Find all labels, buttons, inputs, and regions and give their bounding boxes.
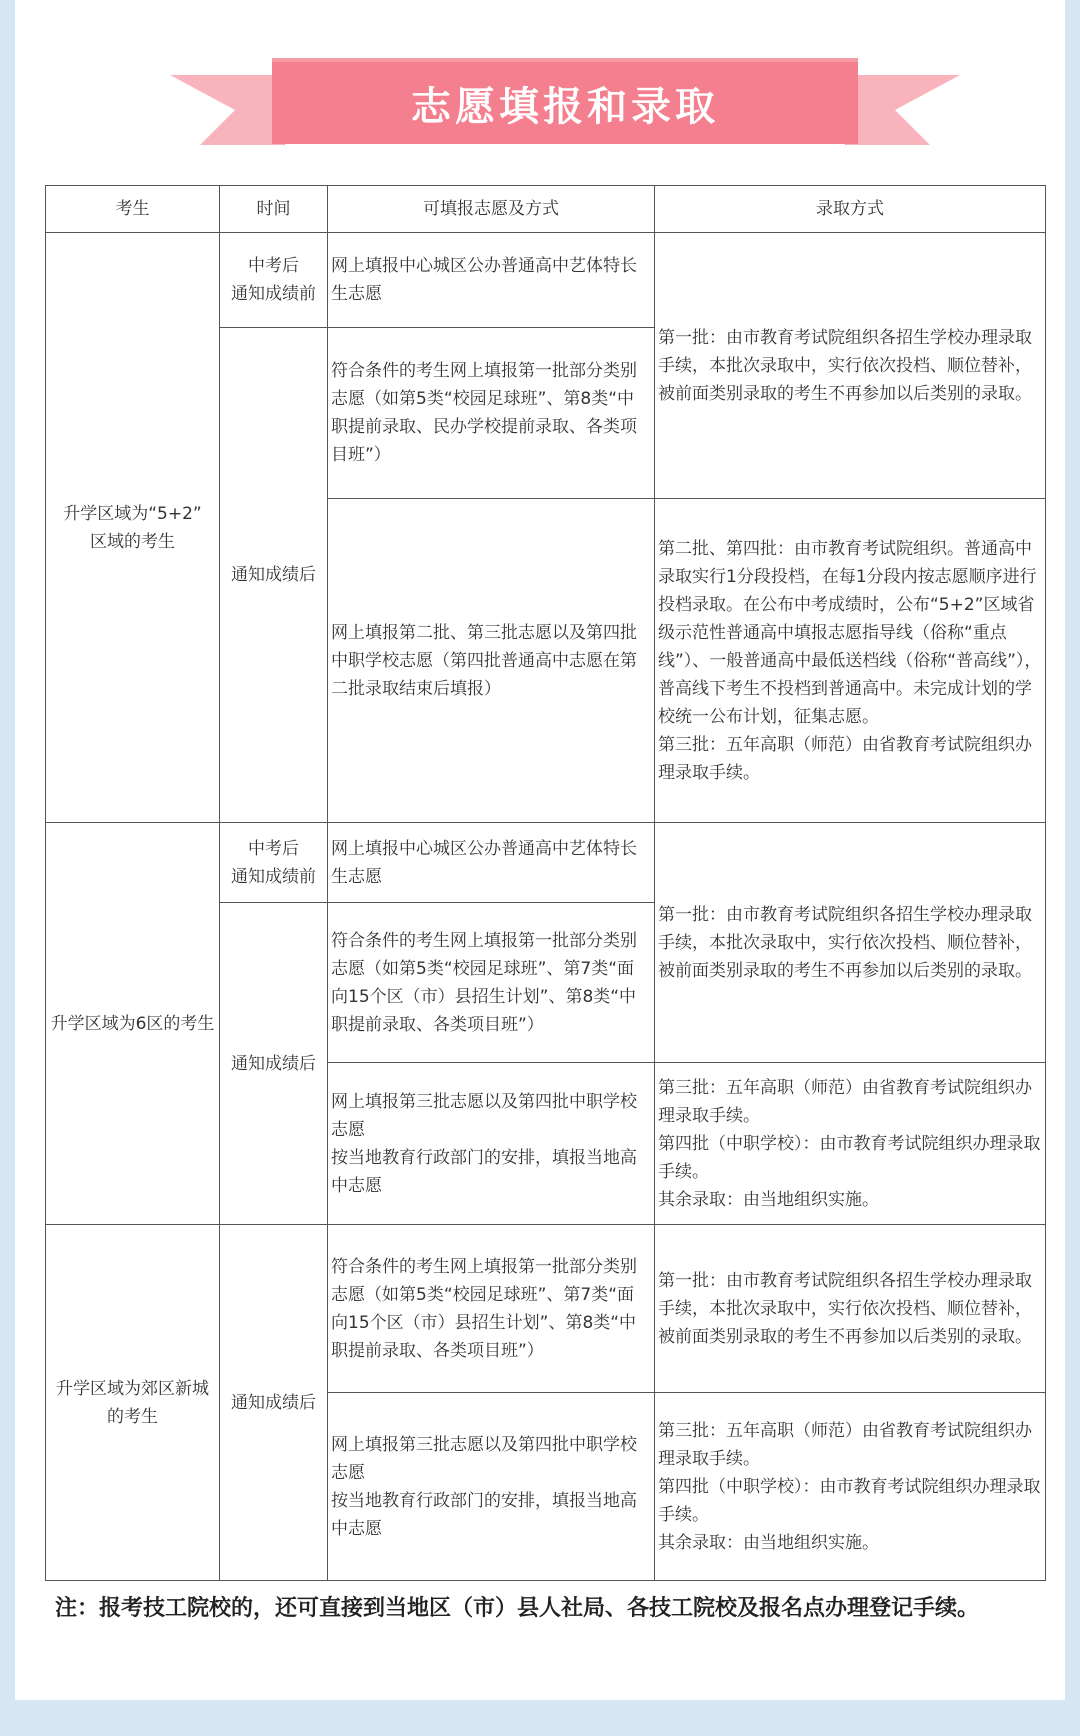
time-cell: 通知成绩后 [220,903,328,1225]
table-row [46,1225,1046,1393]
ribbon-left-tail [170,75,285,145]
time-cell: 通知成绩后 [220,1225,328,1581]
footnote: 注：报考技工院校的，还可直接到当地区（市）县人社局、各技工院校及报名点办理登记手续。 [55,1596,980,1621]
options-cell: 符合条件的考生网上填报第一批部分类别志愿（如第5类“校园足球班”、第7类“面向15个区（市）县招生计划”、第8类“中职提前录取、各类项目班”） [328,1225,655,1393]
time-cell: 通知成绩后 [220,328,328,823]
header-time: 时间 [220,186,328,233]
admission-cell: 第一批：由市教育考试院组织各招生学校办理录取手续，本批次录取中，实行依次投档、顺位替补，被前面类别录取的考生不再参加以后类别的录取。 [655,233,1046,499]
ribbon-right-tail [845,75,960,145]
time-cell: 中考后 通知成绩前 [220,233,328,328]
options-cell: 网上填报第二批、第三批志愿以及第四批中职学校志愿（第四批普通高中志愿在第二批录取结束后填报） [328,499,655,823]
time-cell: 中考后 通知成绩前 [220,823,328,903]
options-cell: 网上填报中心城区公办普通高中艺体特长生志愿 [328,823,655,903]
header-options: 可填报志愿及方式 [328,186,655,233]
header-student: 考生 [46,186,220,233]
admission-cell: 第一批：由市教育考试院组织各招生学校办理录取手续，本批次录取中，实行依次投档、顺位替补，被前面类别录取的考生不再参加以后类别的录取。 [655,823,1046,1063]
banner-title: 志愿填报和录取 [411,83,719,130]
admission-cell: 第二批、第四批：由市教育考试院组织。普通高中录取实行1分段投档，在每1分段内按志愿顺序进行投档录取。在公布中考成绩时，公布“5+2”区域省级示范性普通高中填报志愿指导线（俗称“重点线”）、一般普通高中最低送档线（俗称“普高线”），普高线下考生不投档到普通高中。未完成计划的学校统一公布计划，征集志愿。 第三批：五年高职（师范）由省教育考试院组织办理录取手续。 [655,499,1046,823]
student-group-cell: 升学区域为6区的考生 [46,823,220,1225]
options-cell: 符合条件的考生网上填报第一批部分类别志愿（如第5类“校园足球班”、第8类“中职提前录取、民办学校提前录取、各类项目班”） [328,328,655,499]
admission-cell: 第三批：五年高职（师范）由省教育考试院组织办理录取手续。 第四批（中职学校）：由市教育考试院组织办理录取手续。 其余录取：由当地组织实施。 [655,1063,1046,1225]
table-row [46,233,1046,328]
admission-cell: 第三批：五年高职（师范）由省教育考试院组织办理录取手续。 第四批（中职学校）：由市教育考试院组织办理录取手续。 其余录取：由当地组织实施。 [655,1393,1046,1581]
table-header-row [46,186,1046,233]
options-cell: 符合条件的考生网上填报第一批部分类别志愿（如第5类“校园足球班”、第7类“面向15个区（市）县招生计划”、第8类“中职提前录取、各类项目班”） [328,903,655,1063]
student-group-cell: 升学区域为郊区新城的考生 [46,1225,220,1581]
admission-cell: 第一批：由市教育考试院组织各招生学校办理录取手续，本批次录取中，实行依次投档、顺位替补，被前面类别录取的考生不再参加以后类别的录取。 [655,1225,1046,1393]
admission-table [45,185,1046,1581]
header-admission: 录取方式 [655,186,1046,233]
options-cell: 网上填报中心城区公办普通高中艺体特长生志愿 [328,233,655,328]
options-cell: 网上填报第三批志愿以及第四批中职学校志愿 按当地教育行政部门的安排，填报当地高中志愿 [328,1063,655,1225]
options-cell: 网上填报第三批志愿以及第四批中职学校志愿 按当地教育行政部门的安排，填报当地高中志愿 [328,1393,655,1581]
table-row [46,823,1046,903]
student-group-cell: 升学区域为“5+2” 区域的考生 [46,233,220,823]
